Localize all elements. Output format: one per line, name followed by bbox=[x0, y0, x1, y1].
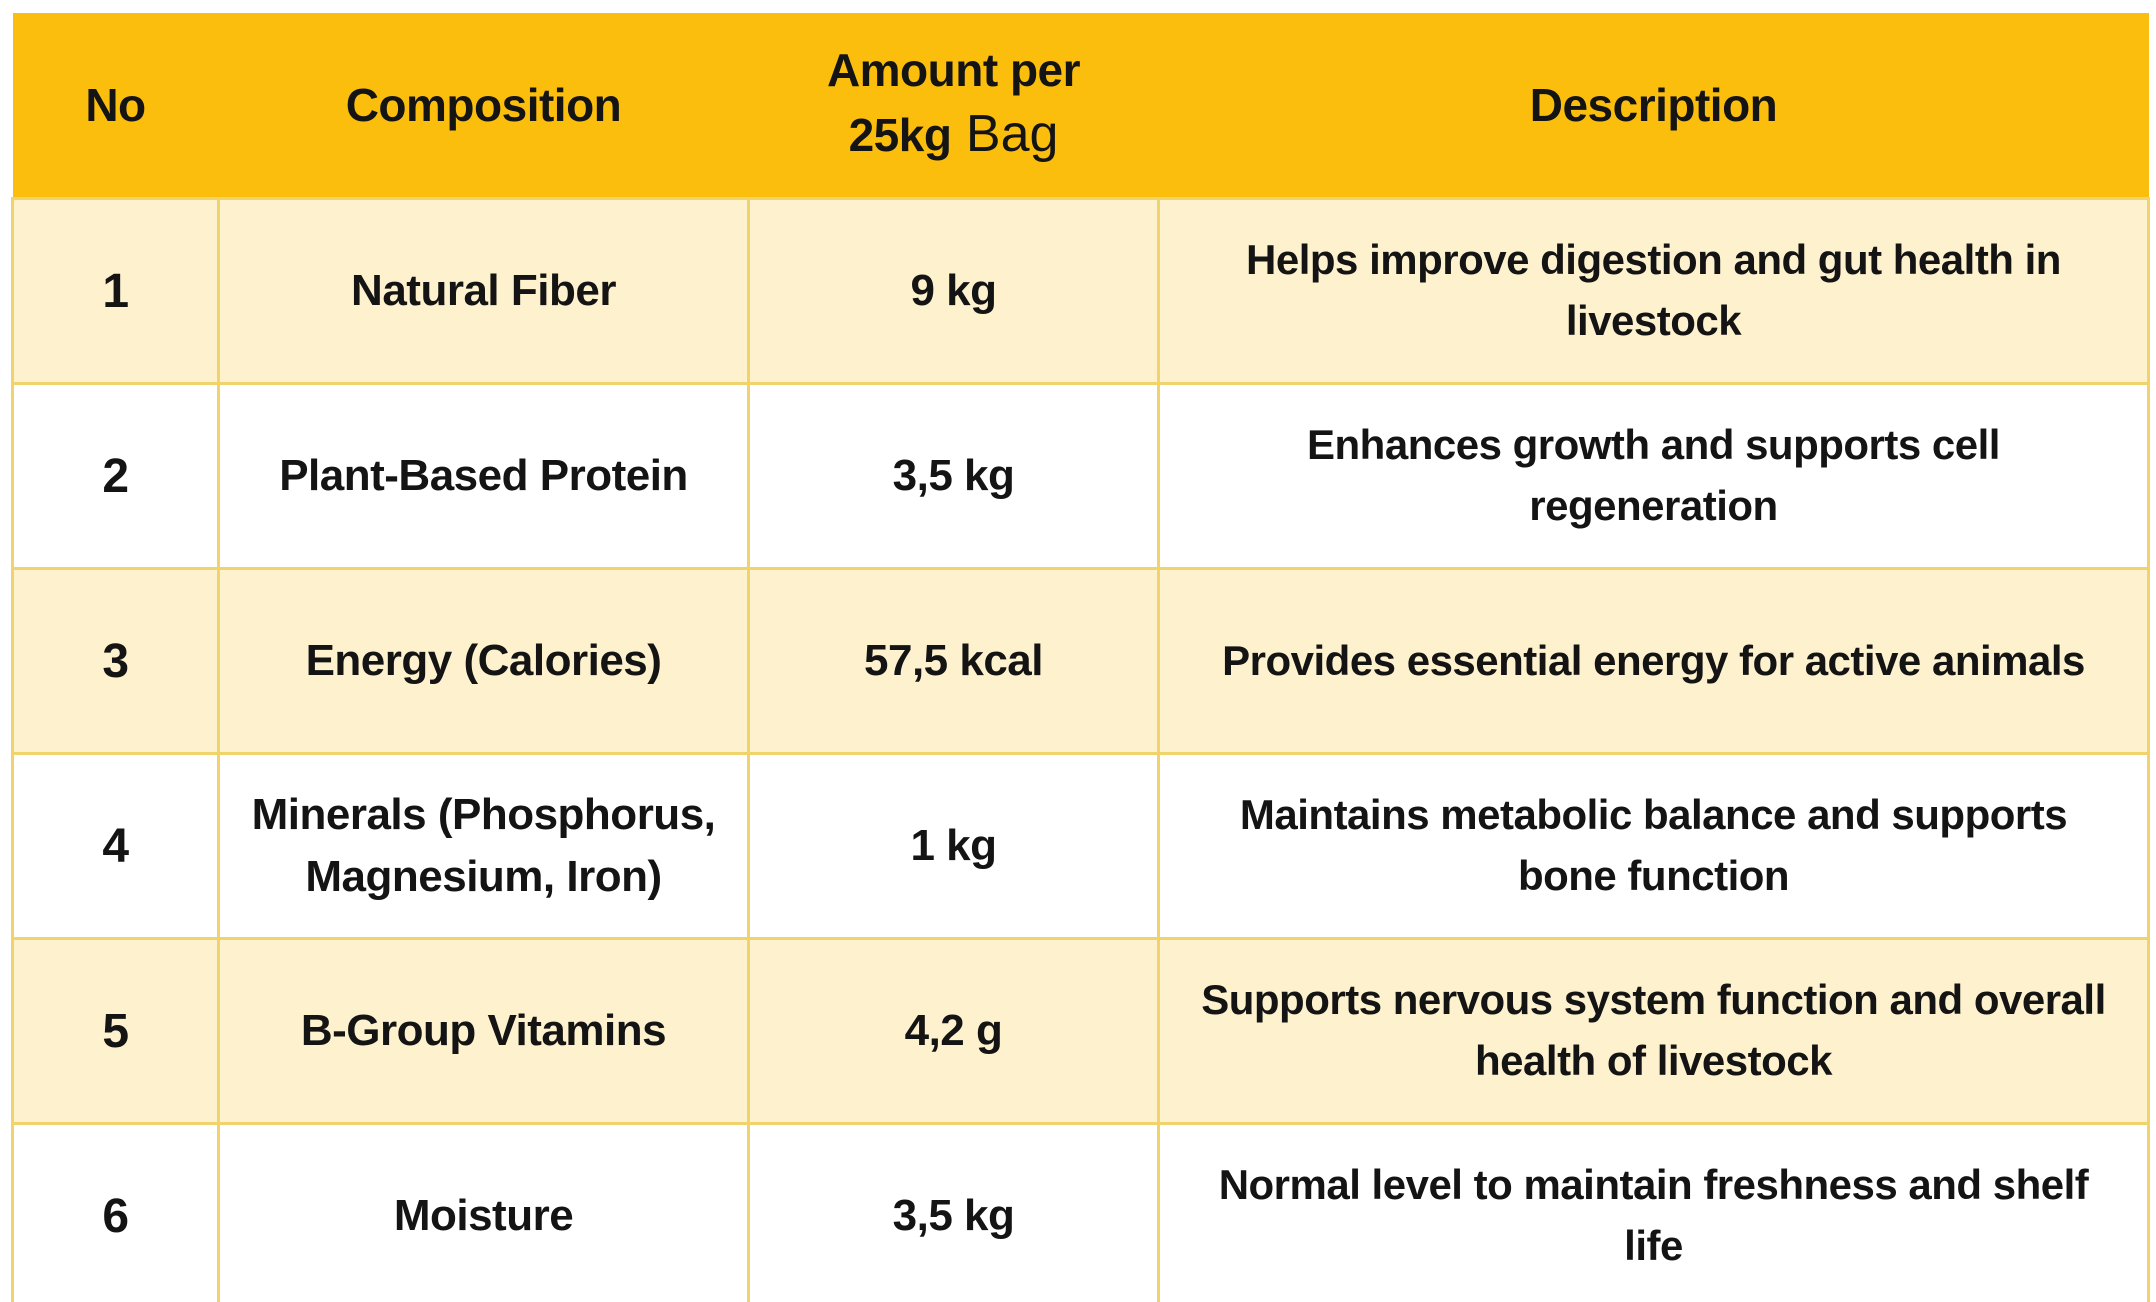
header-amount-bag: Bag bbox=[951, 105, 1059, 164]
description-cell: Normal level to maintain freshness and shelf life bbox=[1159, 1124, 2149, 1302]
table-row bbox=[13, 939, 2149, 1124]
header-description bbox=[1159, 13, 2149, 199]
description-cell: Supports nervous system function and overall health of livestock bbox=[1159, 939, 2149, 1124]
table-row bbox=[13, 569, 2149, 754]
amount-cell: 3,5 kg bbox=[749, 1124, 1159, 1302]
table-body bbox=[13, 199, 2149, 1302]
header-no bbox=[13, 13, 219, 199]
composition-cell: Energy (Calories) bbox=[219, 569, 749, 754]
amount-cell: 4,2 g bbox=[749, 939, 1159, 1124]
composition-table bbox=[11, 13, 2150, 1302]
row-number-cell: 1 bbox=[13, 199, 219, 384]
header-amount-25kg: 25kg bbox=[848, 109, 952, 162]
description-cell: Helps improve digestion and gut health in livestock bbox=[1159, 199, 2149, 384]
composition-cell: Natural Fiber bbox=[219, 199, 749, 384]
amount-cell: 57,5 kcal bbox=[749, 569, 1159, 754]
table-row bbox=[13, 384, 2149, 569]
composition-cell: B-Group Vitamins bbox=[219, 939, 749, 1124]
composition-cell: Minerals (Phosphorus, Magnesium, Iron) bbox=[219, 754, 749, 939]
header-no-label: No bbox=[85, 79, 146, 131]
table-header bbox=[13, 13, 2149, 199]
description-cell: Provides essential energy for active animals bbox=[1159, 569, 2149, 754]
row-number-cell: 3 bbox=[13, 569, 219, 754]
amount-cell: 9 kg bbox=[749, 199, 1159, 384]
composition-cell: Moisture bbox=[219, 1124, 749, 1302]
row-number-cell: 6 bbox=[13, 1124, 219, 1302]
header-composition bbox=[219, 13, 749, 199]
amount-cell: 3,5 kg bbox=[749, 384, 1159, 569]
table-row bbox=[13, 199, 2149, 384]
description-cell: Enhances growth and supports cell regeneration bbox=[1159, 384, 2149, 569]
header-amount-line2 bbox=[759, 101, 1149, 169]
composition-cell: Plant-Based Protein bbox=[219, 384, 749, 569]
table-row bbox=[13, 754, 2149, 939]
header-row bbox=[13, 13, 2149, 199]
amount-cell: 1 kg bbox=[749, 754, 1159, 939]
row-number-cell: 5 bbox=[13, 939, 219, 1124]
row-number-cell: 4 bbox=[13, 754, 219, 939]
header-composition-label: Composition bbox=[345, 79, 622, 131]
table-row bbox=[13, 1124, 2149, 1302]
header-amount-line1: Amount per bbox=[826, 44, 1081, 97]
header-amount bbox=[749, 13, 1159, 199]
header-description-label: Description bbox=[1529, 79, 1778, 131]
description-cell: Maintains metabolic balance and supports bone function bbox=[1159, 754, 2149, 939]
row-number-cell: 2 bbox=[13, 384, 219, 569]
